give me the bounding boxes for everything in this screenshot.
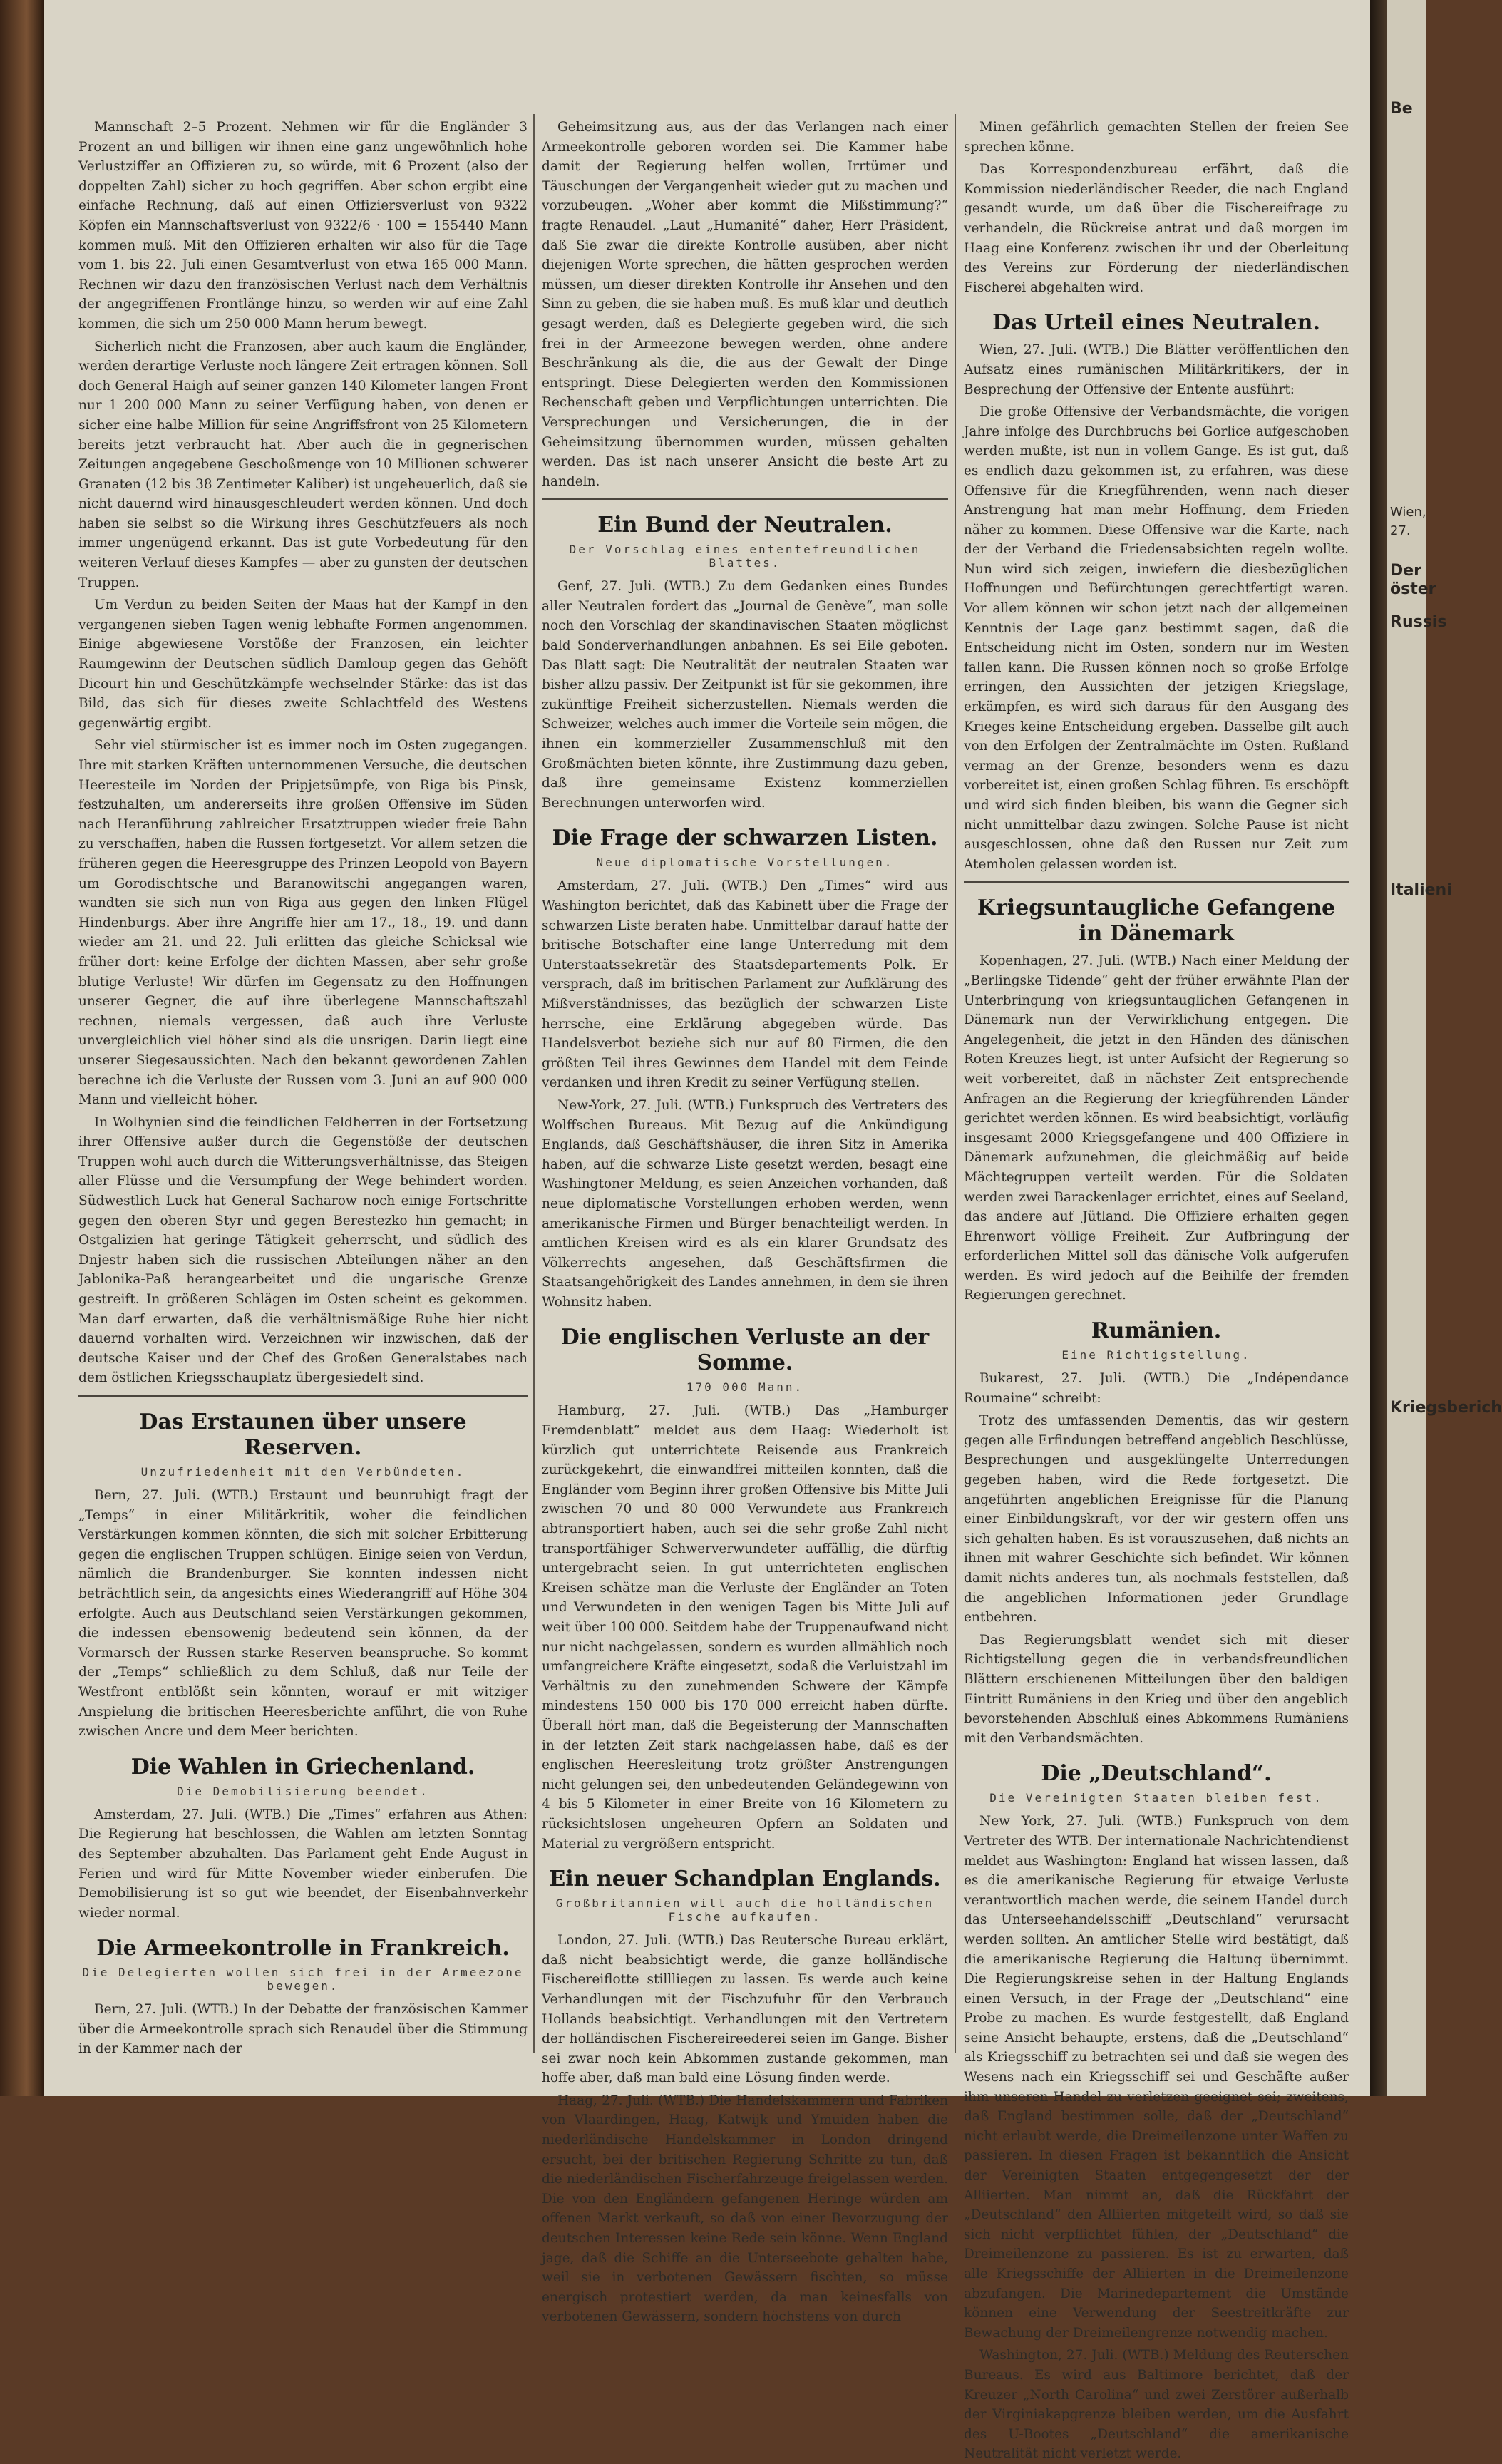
article-paragraph: Das Regierungsblatt wendet sich mit dieser Richtigstellung gegen die in verbandsfreundlichen Blättern erschienenen Mitteilungen über den baldigen Eintritt Rumäniens in den Krieg und über den angeblich bevorstehenden Abschluß eines Abkommens Rumäniens mit den Verbandsmächten. <box>964 1632 1349 1746</box>
article-paragraph: Minen gefährlich gemachten Stellen der freien See sprechen könne. <box>964 120 1349 155</box>
adjacent-fragment: Wien, 27. <box>1390 505 1426 538</box>
article-paragraph: Trotz des umfassenden Dementis, das wir gestern gegen alle Erfindungen betreffend angeblich Beschlüsse, Besprechungen und ausgeklüngelte Unterredungen gegeben haben, wird die Rede fortgesetzt. Die angeführten angeblichen Ereignisse für die Planung einer Einbildungskraft, vor der wir gestern offen uns sich gehalten haben. Es ist vorauszusehen, daß nichts an ihnen mit wahrer Geschichte sich befindet. Wir können damit nichts anderes tun, als nochmals feststellen, daß die angeblichen Informationen jeder Grundlage entbehren. <box>964 1413 1349 1626</box>
headline: Die Frage der schwarzen Listen. <box>552 826 938 851</box>
section-divider <box>964 881 1349 883</box>
article-paragraph: Amsterdam, 27. Juli. (WTB.) Den „Times“ wird aus Washington berichtet, daß das Kabinett über die Frage der schwarzen Liste beraten habe. Unmittelbar darauf hatte der britische Botschafter eine lange Unterredung mit dem Unterstaatssekretär des Staatsdepartements Polk. Er versprach, daß im britischen Parlament zur Aufklärung des Mißverständnisses, das bezüglich der schwarzen Liste herrsche, eine Erklärung abgegeben würde. Das Handelsverbot beziehe sich nur auf 80 Firmen, die den größten Teil ihres Gewinnes dem Handel mit dem Feinde verdanken und ihren Kredit zu seiner Verfügung stellen. <box>542 878 948 1091</box>
subheadline: Die Vereinigten Staaten bleiben fest. <box>989 1791 1323 1805</box>
adjacent-fragment: Russis <box>1390 613 1447 631</box>
article-paragraph: Amsterdam, 27. Juli. (WTB.) Die „Times“ erfahren aus Athen: Die Regierung hat beschlossen, die Wahlen am letzten Sonntag des September abzuhalten. Das Parlament geht Ende August in Ferien und wird für Mitte November wieder einberufen. Die Demobilisierung ist so gut wie beendet, der Eisenbahnverkehr wieder normal. <box>78 1807 528 1921</box>
article-paragraph: Geheimsitzung aus, aus der das Verlangen nach einer Armeekontrolle geboren worden sei. Die Kammer habe damit der Regierung helfen wollen, Irrtümer und Täuschungen der Vergangenheit wieder gut zu machen und vorzubeugen. „Woher aber kommt die Mißstimmung?“ fragte Renaudel. „Laut „Humanité“ daher, Herr Präsident, daß Sie zwar die direkte Kontrolle ausüben, aber nicht diejenigen Worte sprechen, die hätten gesprochen werden müssen, um dieser direkten Kontrolle ihr Ansehen und den Sinn zu geben, die sie haben muß. Es muß klar und deutlich gesagt werden, daß es Delegierte gegeben wird, die sich frei in der Armeezone bewegen werden, ohne andere Beschränkung als die, die aus der Gewalt der Dinge entspringt. Diese Delegierten werden den Kommissionen Rechenschaft geben und Verpflichtungen unterrichten. Die Versprechungen und Versicherungen, die in der Geheimsitzung übernommen wurden, müssen gehalten werden. Das ist nach unserer Ansicht die beste Art zu handeln. <box>542 120 948 489</box>
adjacent-page-edge <box>1387 0 1502 2096</box>
headline: Die Wahlen in Griechenland. <box>130 1754 475 1780</box>
adjacent-fragment: Be <box>1390 100 1413 118</box>
column-1 <box>78 118 528 2068</box>
adjacent-fragment: Der öster <box>1390 562 1436 598</box>
book-spine <box>0 0 44 2096</box>
subheadline: Die Delegierten wollen sich frei in der Armeezone bewegen. <box>82 1966 524 1993</box>
article-paragraph: Bern, 27. Juli. (WTB.) Erstaunt und beunruhigt fragt der „Temps“ in einer Militärkritik, woher die feindlichen Verstärkungen kommen könnten, die sich mit solcher Erbitterung gegen die englischen Truppen schlügen. Einige seien von Verdun, nämlich die Brandenburger. Sie konnten indessen nicht beträchtlich sein, da angesichts eines Wiederangriff auf Höhe 304 erfolgte. Auch aus Deutschland seien Verstärkungen gekommen, die indessen ebensowenig bedeutend sein können, da der Vormarsch der Russen starke Reserven beanspruche. So kommt der „Temps“ schließlich zu dem Schluß, daß nur Teile der Westfront entblößt sein könnten, worauf er mit witziger Anspielung die britischen Heeresberichte anführt, die von Ruhe zwischen Ancre und dem Meer berichten. <box>78 1488 528 1740</box>
headline: Die englischen Verluste an der Somme. <box>560 1325 930 1376</box>
headline: Kriegsuntaugliche Gefangene in Dänemark <box>977 895 1336 947</box>
subheadline: Unzufriedenheit mit den Verbündeten. <box>140 1465 465 1479</box>
article-paragraph: London, 27. Juli. (WTB.) Das Reutersche Bureau erklärt, daß nicht beabsichtigt werde, die ganze holländische Fischereiflotte stillliegen zu lassen. Es werde auch keine Verhandlungen mit der Fischzufuhr für den Verbrauch Hollands beabsichtigt. Verhandlungen mit den Vertretern der holländischen Fischereireederei seien im Gange. Bisher sei zwar noch kein Abkommen zustande gekommen, man hoffe aber, daß man bald eine Lösung finden werde. <box>542 1933 948 2086</box>
article-paragraph: Sicherlich nicht die Franzosen, aber auch kaum die Engländer, werden derartige Verluste noch längere Zeit ertragen können. Soll doch General Haigh auf seiner ganzen 140 Kilometer langen Front nur 1 200 000 Mann zu seiner Verfügung haben, von denen er sicher eine halbe Million für seine Angriffsfront von 25 Kilometern bereits jetzt verbraucht hat. Aber auch die in gegnerischen Zeitungen angegebene Geschoßmenge von 10 Millionen schwerer Granaten (12 bis 38 Zentimeter Kaliber) ist ungeheuerlich, daß sie nicht dauernd wird hinausgeschleudert werden können. Und doch haben sie selbst so die Wirkung ihres Geschützfeuers als noch immer ungenügend erkannt. Das ist gute Vorbedeutung für den weiteren Verlauf dieses Kampfes — aber zu gunsten der deutschen Truppen. <box>78 339 528 590</box>
section-divider <box>542 498 948 500</box>
article-paragraph: New-York, 27. Juli. (WTB.) Funkspruch des Vertreters des Wolffschen Bureaus. Mit Bezug auf die Ankündigung Englands, daß Geschäftshäuser, die ihren Sitz in Amerika haben, auf die schwarze Liste gesetzt werden, besagt eine Washingtoner Meldung, es seien Anzeichen vorhanden, daß neue diplomatische Vorstellungen erhoben werden, wenn amerikanische Firmen und Bürger benachteiligt werden. In amtlichen Kreisen wird es als ein klarer Grundsatz des Völkerrechts angesehen, daß Geschäftsfirmen die Staatsangehörigkeit des Landes annehmen, in dem sie ihren Wohnsitz haben. <box>542 1097 948 1310</box>
headline: Das Urteil eines Neutralen. <box>992 310 1320 336</box>
headline: Die Armeekontrolle in Frankreich. <box>96 1936 510 1961</box>
article-paragraph: Hamburg, 27. Juli. (WTB.) Das „Hamburger Fremdenblatt“ meldet aus dem Haag: Wiederholt ist kürzlich gut unterrichtete Reisende aus Frankreich zurückgekehrt, die einwandfrei mitteilen konnten, daß die Engländer vom Beginn ihrer großen Offensive bis Mitte Juli zwischen 70 und 80 000 Verwundete aus Frankreich abtransportiert haben, auch sei die sehr große Zahl nicht transportfähiger Schwerverwundeter auffällig, die dürftig untergebracht seien. In gut unterrichteten englischen Kreisen schätze man die Verluste der Engländer an Toten und Verwundeten in den wenigen Tagen bis Mitte Juli auf weit über 100 000. Seitdem habe der Truppenaufwand nicht nur nicht nachgelassen, sondern es wurden allmählich noch umfangreichere Kräfte eingesetzt, sodaß die Verluistzahl im Verhältnis zu den zunehmenden Schwere der Kämpfe mindestens 150 000 bis 170 000 erreicht haben dürfte. Überall hört man, daß die Begeisterung der Mannschaften in der letzten Zeit stark nachgelassen habe, daß es der englischen Heeresleitung trotz größter Anstrengungen nicht gelungen sei, den unbedeutenden Geländegewinn von 4 bis 5 Kilometer in einer Breite von 16 Kilometern zu rücksichtslosen ungeheuren Opfern an Soldaten und Material zu vergrößern entspricht. <box>542 1403 948 1852</box>
article-paragraph: Kopenhagen, 27. Juli. (WTB.) Nach einer Meldung der „Berlingske Tidende“ geht der früher erwähnte Plan der Unterbringung von kriegsuntauglichen Gefangenen in Dänemark nun der Verwirklichung entgegen. Die Angelegenheit, die jetzt in den Händen des dänischen Roten Kreuzes liegt, ist unter Aufsicht der Regierung so weit vorbereitet, daß in nächster Zeit entsprechende Anfragen an die Regierung der kriegführenden Länder gerichtet werden können. Es wird beabsichtigt, vorläufig insgesamt 2000 Kriegsgefangene und 400 Offiziere in Dänemark aufzunehmen, die gleichmäßig auf beide Mächtegruppen verteilt werden. Für die Soldaten werden zwei Barackenlager errichtet, eines auf Seeland, das andere auf Jütland. Die Offiziere erhalten gegen Ehrenwort völlige Freiheit. Zur Aufbringung der erforderlichen Mittel soll das dänische Volk aufgerufen werden. Es wird jedoch auf die Beihilfe der fremden Regierungen gerechnet. <box>964 953 1349 1303</box>
column-2 <box>542 118 948 2325</box>
column-rule <box>533 114 535 2053</box>
adjacent-fragment: Italieni <box>1390 881 1452 899</box>
article-paragraph: Um Verdun zu beiden Seiten der Maas hat der Kampf in den vergangenen sieben Tagen wenig lebhafte Formen angenommen. Einige abgewiesene Vorstöße der Franzosen, ein leichter Raumgewinn der Deutschen südlich Damloup gegen das Gehöft Dicourt hin und Geschützkämpfe wechselnder Stärke: das ist das Bild, das sich für dieses zweite Schlachtfeld des Westens gegenwärtig ergibt. <box>78 597 528 731</box>
article-paragraph: Washington, 27. Juli. (WTB.) Meldung des Reuterschen Bureaus. Es wird aus Baltimore berichtet, daß der Kreuzer „North Carolina“ und zwei Zerstörer außerhalb der Virginiakapgrenze bleiben werden, um die Ausfahrt des U-Bootes „Deutschland“ die amerikanische Neutralität nicht verletzt werde. <box>964 2348 1349 2462</box>
article-paragraph: In Wolhynien sind die feindlichen Feldherren in der Fortsetzung ihrer Offensive außer durch die Gegenstöße der deutschen Truppen wohl auch durch die Witterungsverhältnisse, das Steigen aller Flüsse und die Versumpfung der Wege behindert worden. Südwestlich Luck hat General Sacharow noch einige Fortschritte gegen den oberen Styr und gegen Berestezko hin gemacht; in Ostgalizien hat geringe Tätigkeit geherrscht, und südlich des Dnjestr haben sich die russischen Abteilungen näher an den Jablonika-Paß herangearbeitet und die ungarische Grenze gestreift. In größeren Schlägen im Osten scheint es gekommen. Man darf erwarten, daß die verhältnismäßige Ruhe hier nicht dauernd vorhalten wird. Verzeichnen wir inzwischen, daß der deutsche Kaiser und der Chef des Großen Generalstabes nach dem östlichen Kriegsschauplatz übergesiedelt sind. <box>78 1114 528 1386</box>
article-paragraph: Die große Offensive der Verbandsmächte, die vorigen Jahre infolge des Durchbruchs bei Gorlice aufgeschoben werden mußte, ist nun in vollem Gange. Es ist gut, daß es endlich dazu gekommen ist, zu erfahren, was diese Offensive für die Kriegführenden, wenn nach dieser Anstrengung hat man mehr Hoffnung, dem Frieden näher zu kommen. Diese Offensive war die Karte, nach der der Verband die Friedensabsichten regeln wollte. Nun wird sich zeigen, inwiefern die diesbezüglichen Hoffnungen und Befürchtungen gerechtfertigt waren. Vor allem können wir schon jetzt nach der allgemeinen Kenntnis der Lage ganz bestimmt sagen, daß die Entscheidung nicht im Osten, sondern nur im Westen fallen kann. Die Russen können noch so große Erfolge erringen, den Aussichten der jetzigen Kriegslage, erkämpfen, es wird sich daraus für den Ausgang des Krieges keine Entscheidung ergeben. Dasselbe gilt auch von den Erfolgen der Zentralmächte im Osten. Rußland vermag an der Grenze, besonders wenn es dazu vorbereitet ist, einen großen Schlag führen. Es erschöpft und wird sich finden bleiben, bis wann die Gegner sich nicht unmittelbar dazu zwingen. Solche Pause ist nicht ausgeschlossen, ohne daß den Russen nur Zeit zum Atemholen gelassen worden ist. <box>964 404 1349 872</box>
subheadline: Eine Richtigstellung. <box>1061 1348 1251 1362</box>
headline: Das Erstaunen über unsere Reserven. <box>139 1410 467 1460</box>
article-paragraph: Bukarest, 27. Juli. (WTB.) Die „Indépendance Roumaine“ schreibt: <box>964 1371 1349 1406</box>
article-paragraph: Bern, 27. Juli. (WTB.) In der Debatte der französischen Kammer über die Armeekontrolle sprach sich Renaudel über die Stimmung in der Kammer nach der <box>78 2002 528 2057</box>
article-paragraph: Das Korrespondenzbureau erfährt, daß die Kommission niederländischer Reeder, die nach England gesandt wurde, um daß über die Fischereifrage zu verhandeln, die Rückreise antrat und daß morgen im Haag eine Konferenz zwischen ihr und der Oberleitung des Vereins zur Förderung der niederländischen Fischerei abgehalten wird. <box>964 162 1349 295</box>
subheadline: Die Demobilisierung beendet. <box>177 1784 429 1798</box>
headline: Die „Deutschland“. <box>1041 1761 1272 1787</box>
subheadline: 170 000 Mann. <box>686 1380 804 1395</box>
article-paragraph: Sehr viel stürmischer ist es immer noch im Osten zugegangen. Ihre mit starken Kräften unternommenen Versuche, die deutschen Heeresteile im Norden der Pripjetsümpfe, von Riga bis Pinsk, festzuhalten, um andererseits ihre großen Offensive im Süden nach Heranführung zahlreicher Ersatztruppen wieder freie Bahn zu verschaffen, haben die Russen fortgesetzt. Vor allem setzen die früheren gegen die Heeresgruppe des Prinzen Leopold von Bayern um Gorodischtsche und Baranowitschi angegangen waren, wandten sie sich nun von Riga aus gegen den linken Flügel Hindenburgs. Aber ihre Angriffe hier am 17., 18., 19. und dann wieder am 21. und 22. Juli erlitten das gleiche Schicksal wie früher dort: keine Erfolge der dichten Massen, aber sehr große blutige Verluste! Wir dürfen im Gegensatz zu den Hoffnungen unserer Gegner, die auf ihre überlegene Mannschaftszahl rechnen, niemals vergessen, daß auch ihre Verluste unvergleichlich viel höher sind als die unsrigen. Darin liegt eine unserer Siegesaussichten. Nach den bekannt gewordenen Zahlen berechne ich die Verluste der Russen vom 3. Juni an auf 900 000 Mann und vielleicht höher. <box>78 738 528 1108</box>
subheadline: Großbritannien will auch die holländischen Fische aufkaufen. <box>555 1896 935 1924</box>
article-paragraph: Genf, 27. Juli. (WTB.) Zu dem Gedanken eines Bundes aller Neutralen fordert das „Journal de Genève“, man solle noch den Vorschlag der skandinavischen Staaten möglichst bald Sonderverhandlungen anbahnen. Es sei Eile geboten. Das Blatt sagt: Die Neutralität der neutralen Staaten war bisher allzu passiv. Der Zeitpunkt ist für sie gekommen, ihre zukünftige Freiheit sicherzustellen. Niemals werden die Schweizer, welches auch immer die Vorteile sein mögen, die ihnen ein kommerzieller Zusammenschluß mit den Großmächten bieten könnte, ihre Zustimmung dazu geben, daß ihre gemeinsame Existenz kommerziellen Berechnungen unterworfen wird. <box>542 579 948 811</box>
article-paragraph: Wien, 27. Juli. (WTB.) Die Blätter veröffentlichen den Aufsatz eines rumänischen Militärkritikers, der in Besprechung der Offensive der Entente ausführt: <box>964 342 1349 397</box>
adjacent-fragment: Kriegsberich <box>1390 1399 1502 1417</box>
headline: Ein neuer Schandplan Englands. <box>549 1867 941 1892</box>
column-3 <box>964 118 1349 2462</box>
page-gutter <box>1370 0 1387 2096</box>
newspaper-page <box>44 0 1370 2462</box>
subheadline: Der Vorschlag eines ententefreundlichen Blattes. <box>569 543 921 570</box>
column-rule <box>955 114 956 2053</box>
article-paragraph: Mannschaft 2–5 Prozent. Nehmen wir für die Engländer 3 Prozent an und billigen wir ihnen eine ganz ungewöhnlich hohe Verlustziffer an Offizieren zu, so würde, mit 6 Prozent (also der doppelten Zahl) sicher zu hoch gegriffen. Aber schon ergibt eine einfache Rechnung, daß auf einen Offiziersverlust von 9322 Köpfen ein Mannschaftsverlust von 9322/6 · 100 = 155440 Mann kommen muß. Mit den Offizieren erhalten wir also für die Tage vom 1. bis 22. Juli einen Gesamtverlust von etwa 165 000 Mann. Rechnen wir dazu den französischen Verlust nach dem Verhältnis der angegriffenen Frontlänge hinzu, so werden wir auf eine Zahl kommen, die sich um 250 000 Mann herum bewegt. <box>78 120 528 332</box>
headline: Ein Bund der Neutralen. <box>597 513 893 538</box>
section-divider <box>78 1395 528 1397</box>
article-paragraph: Haag, 27. Juli. (WTB.) Die Handelskammern und Fabriken von Vlaardingen, Haag, Katwijk und Ymuiden haben die niederländische Handelskammer in London dringend ersucht, bei der britischen Regierung Schritte zu tun, daß die niederländischen Fischerfahrzeuge freigelassen werden. Die von den Engländern gefangenen Heringe würden am offenen Markt verkauft, so daß von einer Bevorzugung der deutschen Interessen keine Rede sein könne. Wenn England jage, daß die Schiffe an die Unterseebote gehalten habe, weil sie in verbotenen Gewässern fischten, so müsse energisch protestiert werden, da man keinesfalls von verbotenen Gewässern, sondern höchstens von durch <box>542 2093 948 2325</box>
article-paragraph: New York, 27. Juli. (WTB.) Funkspruch von dem Vertreter des WTB. Der internationale Nachrichtendienst meldet aus Washington: England hat wissen lassen, daß es die amerikanische Regierung für etwaige Verluste verantwortlich machen werde, die seinem Handel durch das Unterseehandelsschiff „Deutschland“ verursacht werden sollten. An amtlicher Stelle wird bestätigt, daß die amerikanische Regierung die Haltung übernimmt. Die Regierungskreise sehen in der Haltung Englands einen Versuch, in der Frage der „Deutschland“ eine Probe zu machen. Es wurde festgestellt, daß England seine Ansicht behaupte, erstens, daß die „Deutschland“ als Kriegsschiff zu betrachten sei und daß sie wegen des Wesens nach ein Kriegsschiff sei und Geschäfte außer ihm unseren Handel zu verletzen geeignet sei; zweitens, daß England bestimmen solle, daß der „Deutschland“ nicht erlaubt werde, die Dreimeilenzone unter Waffen zu passieren. In diesen Fragen ist bekanntlich die Ansicht der Vereinigten Staaten entgegengesetzt der der Alliierten. Man nimmt an, daß die Rückfahrt der „Deutschland“ den Alliierten mitgeteilt wird, so daß sie sich nicht verpflichtet fühlen, der „Deutschland“ die Dreimeilenzone zu passieren. Es ist zu erwarten, daß alle Kriegsschiffe der Alliierten in die Dreimeilenzone abzufangen. Die Marinedepartement die Umstände können eine Verwendung der Seestreitkräfte zur Bewachung der Dreimeilengrenze notwendig machen. <box>964 1814 1349 2341</box>
subheadline: Neue diplomatische Vorstellungen. <box>596 856 894 870</box>
headline: Rumänien. <box>1091 1318 1222 1344</box>
